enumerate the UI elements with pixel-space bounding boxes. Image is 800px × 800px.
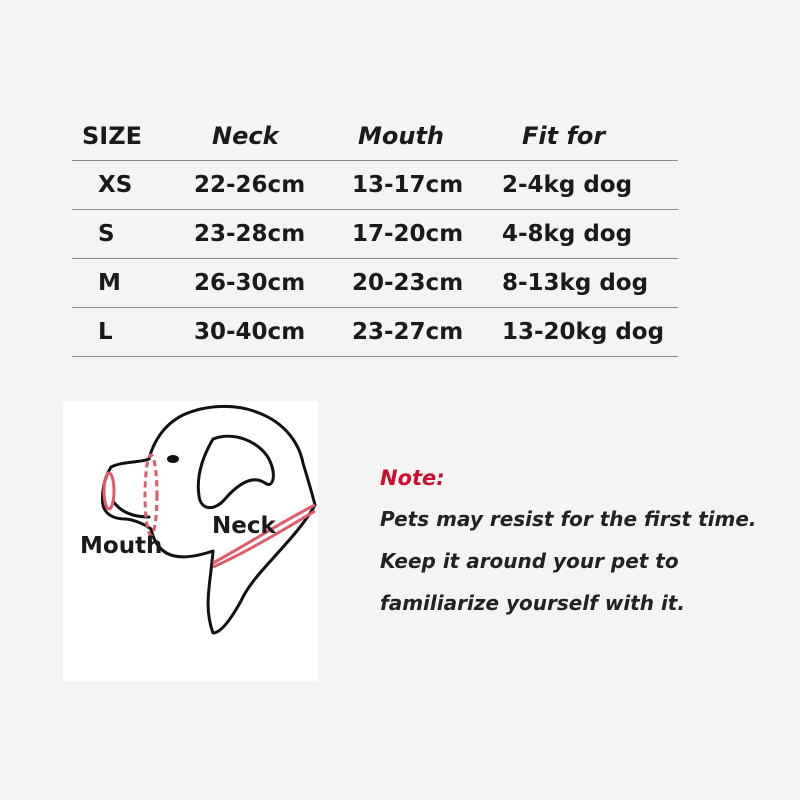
neck-cell: 30-40cm (194, 319, 306, 345)
size-cell: S (98, 221, 115, 247)
size-cell: M (98, 270, 121, 296)
table-row (72, 161, 678, 210)
note-line: Keep it around your pet to (380, 549, 679, 573)
fit-cell: 4-8kg dog (502, 221, 633, 247)
note-line: familiarize yourself with it. (380, 591, 685, 615)
size-cell: XS (98, 172, 133, 198)
dog-eye (167, 455, 179, 463)
table-header-row (72, 112, 678, 161)
fit-cell: 2-4kg dog (502, 172, 633, 198)
dog-measurement-diagram (63, 401, 318, 681)
dog-outline-path (102, 406, 315, 633)
note-title: Note: (380, 466, 445, 490)
table-row (72, 210, 678, 259)
fit-cell: 13-20kg dog (502, 319, 665, 345)
dog-jaw-path (113, 501, 149, 517)
mouth-cell: 17-20cm (352, 221, 464, 247)
note-line: Pets may resist for the first time. (380, 507, 757, 531)
mouth-girth-ring (145, 455, 157, 535)
neck-cell: 22-26cm (194, 172, 306, 198)
size-table (72, 112, 678, 357)
neck-label: Neck (212, 513, 276, 539)
header-neck: Neck (212, 122, 279, 150)
mouth-measure-ring (104, 473, 114, 509)
neck-cell: 26-30cm (194, 270, 306, 296)
fit-cell: 8-13kg dog (502, 270, 649, 296)
header-fit-for: Fit for (522, 122, 606, 150)
mouth-label: Mouth (80, 533, 163, 559)
mouth-cell: 13-17cm (352, 172, 464, 198)
mouth-cell: 23-27cm (352, 319, 464, 345)
mouth-cell: 20-23cm (352, 270, 464, 296)
table-row (72, 259, 678, 308)
neck-cell: 23-28cm (194, 221, 306, 247)
table-row (72, 308, 678, 357)
note-block (380, 466, 780, 633)
header-mouth: Mouth (358, 122, 445, 150)
header-size: SIZE (82, 122, 143, 150)
size-cell: L (98, 319, 113, 345)
dog-ear-path (198, 436, 273, 507)
